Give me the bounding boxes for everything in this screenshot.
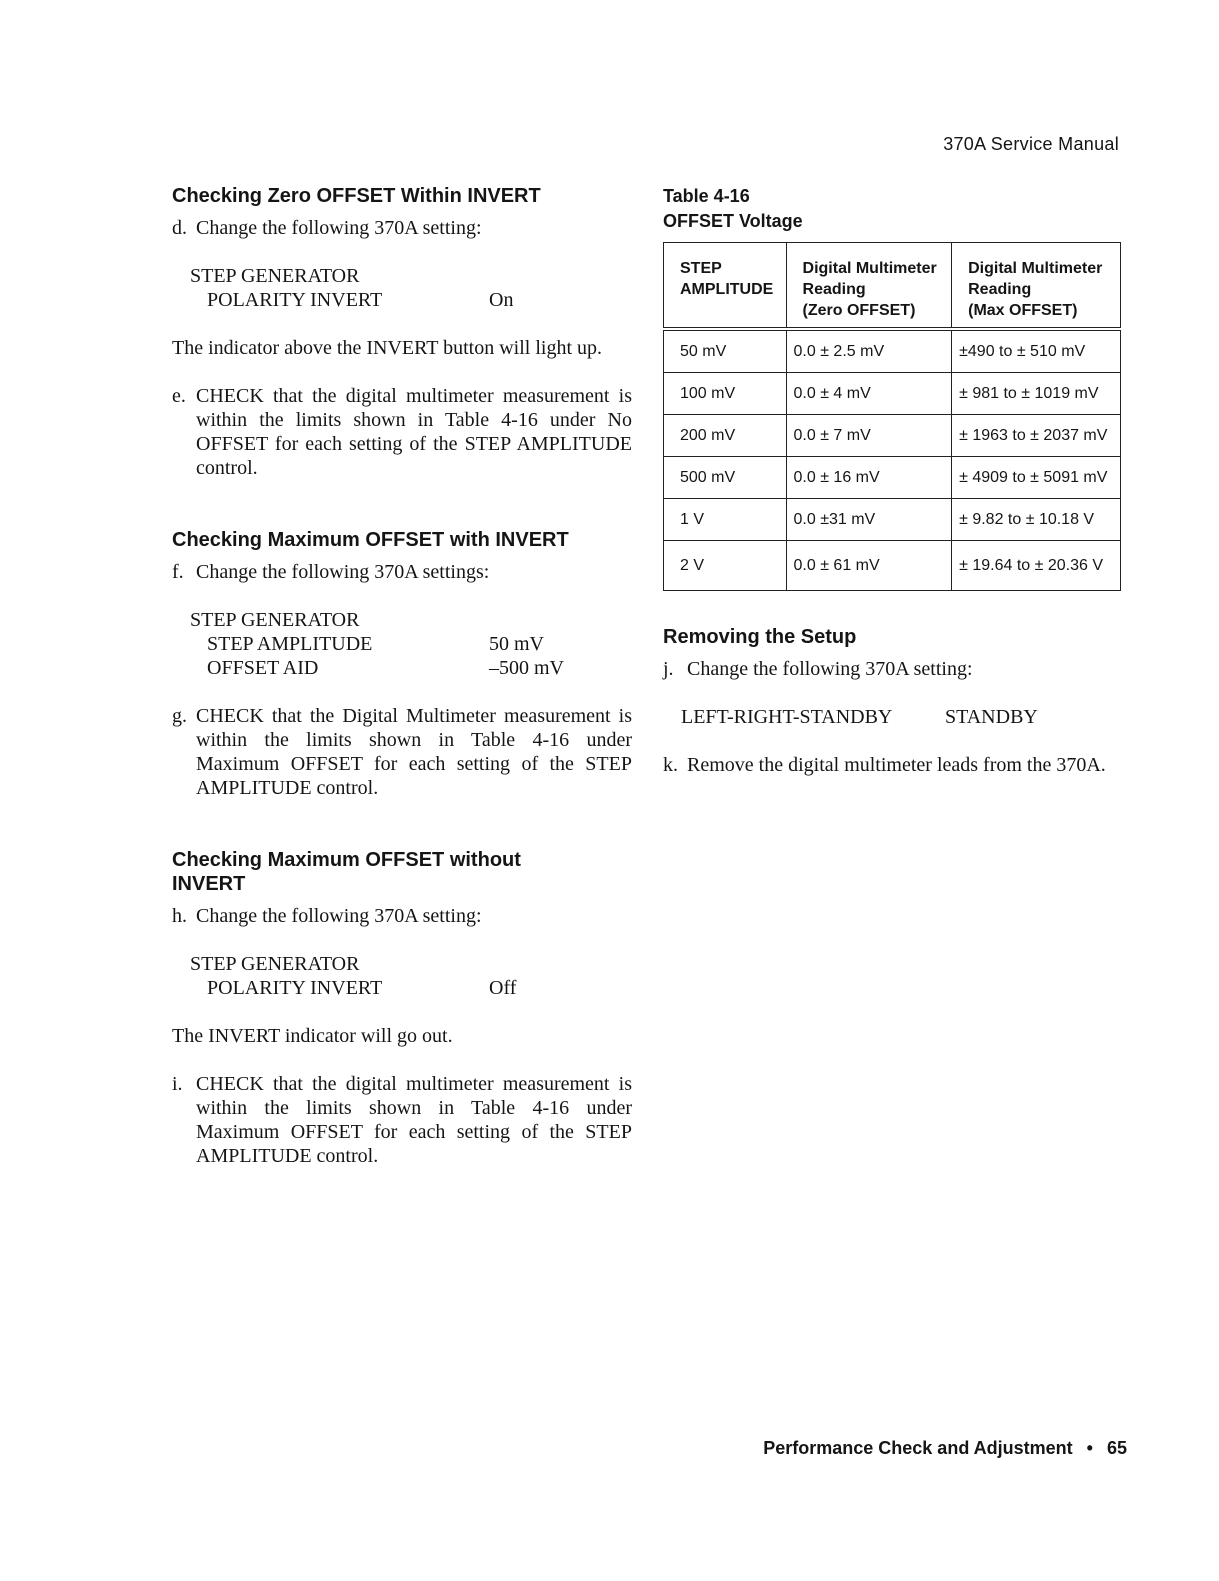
cell-amplitude: 2 V <box>664 541 787 591</box>
step-k <box>663 753 1123 777</box>
step-e-text: CHECK that the digital multimeter measurement is within the limits shown in Table 4-16 under No OFFSET for each setting of the STEP AMPLITUDE control. <box>196 385 632 479</box>
step-i-text: CHECK that the digital multimeter measurement is within the limits shown in Table 4-16 under Maximum OFFSET for each setting of the STEP AMPLITUDE control. <box>196 1073 632 1167</box>
setting-block-j <box>681 705 1123 729</box>
header-line: Reading <box>968 281 1032 298</box>
cell-zero-offset: 0.0 ±31 mV <box>786 499 952 541</box>
step-i-label: i. <box>172 1073 183 1095</box>
step-k-text: Remove the digital multimeter leads from the 370A. <box>687 754 1106 776</box>
step-j-label: j. <box>663 658 674 680</box>
header-line: Reading <box>802 281 866 298</box>
step-d-label: d. <box>172 217 187 239</box>
cell-amplitude: 500 mV <box>664 457 787 499</box>
cell-amplitude: 200 mV <box>664 415 787 457</box>
cell-zero-offset: 0.0 ± 16 mV <box>786 457 952 499</box>
setting-value: STANDBY <box>945 706 1038 728</box>
running-head: 370A Service Manual <box>943 134 1119 154</box>
header-line: AMPLITUDE <box>680 281 774 298</box>
step-f-text: Change the following 370A settings: <box>196 561 490 583</box>
setting-name: POLARITY INVERT <box>207 289 383 311</box>
step-f-label: f. <box>172 561 184 583</box>
table-row <box>664 415 1121 457</box>
table-number: Table 4-16 <box>663 186 750 206</box>
col-header-max-offset <box>952 243 1121 330</box>
step-k-label: k. <box>663 754 678 776</box>
setting-block-f <box>190 608 632 680</box>
cell-amplitude: 50 mV <box>664 329 787 373</box>
setting-group: STEP GENERATOR <box>190 953 360 975</box>
setting-name: LEFT-RIGHT-STANDBY <box>681 706 893 728</box>
setting-row <box>190 656 632 680</box>
header-line: STEP <box>680 260 722 277</box>
heading-line-2: INVERT <box>172 873 246 895</box>
setting-name: STEP AMPLITUDE <box>207 633 373 655</box>
heading-removing-setup: Removing the Setup <box>663 626 857 648</box>
setting-row <box>190 632 632 656</box>
table-title: OFFSET Voltage <box>663 211 803 231</box>
cell-max-offset: ± 19.64 to ± 20.36 V <box>952 541 1121 591</box>
cell-zero-offset: 0.0 ± 7 mV <box>786 415 952 457</box>
setting-value: 50 mV <box>489 633 544 655</box>
cell-max-offset: ± 1963 to ± 2037 mV <box>952 415 1121 457</box>
header-line: (Max OFFSET) <box>968 302 1078 319</box>
cell-max-offset: ±490 to ± 510 mV <box>952 329 1121 373</box>
header-line: Digital Multimeter <box>802 260 937 277</box>
cell-zero-offset: 0.0 ± 4 mV <box>786 373 952 415</box>
setting-row <box>190 976 632 1000</box>
setting-group: STEP GENERATOR <box>190 609 360 631</box>
cell-zero-offset: 0.0 ± 61 mV <box>786 541 952 591</box>
setting-name: POLARITY INVERT <box>207 977 383 999</box>
footer-section: Performance Check and Adjustment <box>763 1438 1073 1458</box>
offset-voltage-table <box>663 242 1121 591</box>
table-row <box>664 541 1121 591</box>
heading-max-offset-invert: Checking Maximum OFFSET with INVERT <box>172 529 569 551</box>
table-header-row <box>664 243 1121 330</box>
cell-max-offset: ± 4909 to ± 5091 mV <box>952 457 1121 499</box>
right-column <box>663 184 1123 777</box>
step-g <box>172 704 632 800</box>
header-line: Digital Multimeter <box>968 260 1103 277</box>
heading-line-1: Checking Maximum OFFSET without <box>172 849 521 871</box>
footer-bullet: • <box>1086 1438 1093 1458</box>
page-number: 65 <box>1106 1438 1127 1458</box>
heading-max-offset-without-invert <box>172 848 632 896</box>
left-column <box>172 184 632 1168</box>
step-h-text: Change the following 370A setting: <box>196 905 482 927</box>
step-h <box>172 904 632 928</box>
setting-group: STEP GENERATOR <box>190 265 360 287</box>
step-e-label: e. <box>172 385 186 407</box>
header-line: (Zero OFFSET) <box>802 302 916 319</box>
setting-row <box>681 705 1123 729</box>
step-f <box>172 560 632 584</box>
step-g-text: CHECK that the Digital Multimeter measurement is within the limits shown in Table 4-16 under Maximum OFFSET for each setting of the STEP AMPLITUDE control. <box>196 705 632 799</box>
step-e <box>172 384 632 480</box>
col-header-zero-offset <box>786 243 952 330</box>
step-j <box>663 657 1123 681</box>
table-row <box>664 457 1121 499</box>
step-h-label: h. <box>172 905 187 927</box>
table-row <box>664 329 1121 373</box>
heading-zero-offset-invert: Checking Zero OFFSET Within INVERT <box>172 185 541 207</box>
step-j-text: Change the following 370A setting: <box>687 658 973 680</box>
step-i <box>172 1072 632 1168</box>
col-header-step-amplitude <box>664 243 787 330</box>
step-g-label: g. <box>172 705 187 727</box>
table-row <box>664 373 1121 415</box>
note-indicator-out: The INVERT indicator will go out. <box>172 1025 453 1047</box>
step-d <box>172 216 632 240</box>
setting-block-d <box>190 264 632 312</box>
cell-amplitude: 1 V <box>664 499 787 541</box>
note-indicator-light: The indicator above the INVERT button will light up. <box>172 337 603 359</box>
setting-name: OFFSET AID <box>207 657 319 679</box>
table-row <box>664 499 1121 541</box>
page-footer <box>763 1438 1127 1459</box>
setting-value: On <box>489 289 514 311</box>
cell-amplitude: 100 mV <box>664 373 787 415</box>
cell-max-offset: ± 981 to ± 1019 mV <box>952 373 1121 415</box>
setting-row <box>190 288 632 312</box>
setting-value: Off <box>489 977 517 999</box>
setting-block-h <box>190 952 632 1000</box>
cell-max-offset: ± 9.82 to ± 10.18 V <box>952 499 1121 541</box>
step-d-text: Change the following 370A setting: <box>196 217 482 239</box>
setting-value: –500 mV <box>489 657 564 679</box>
cell-zero-offset: 0.0 ± 2.5 mV <box>786 329 952 373</box>
